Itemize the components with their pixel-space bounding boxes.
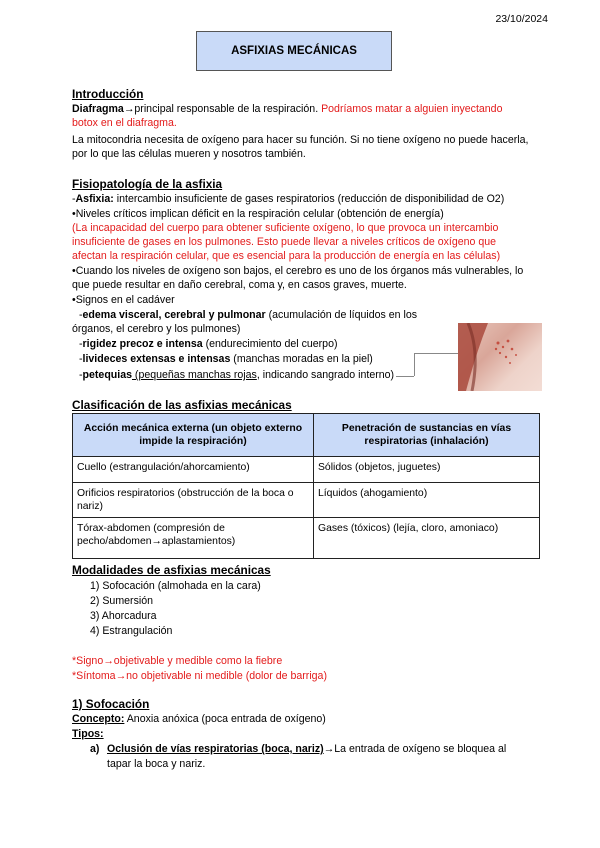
fisio-red-1: (La incapacidad del cuerpo para obtener suficiente oxígeno, lo que provoca un intercambio <box>72 222 499 234</box>
sofoc-tipos-label: Tipos: <box>72 728 104 740</box>
dash: - <box>79 369 83 381</box>
connector-line-vertical <box>414 353 415 376</box>
intro-term: Diafragma <box>72 103 124 115</box>
sofoc-heading: 1) Sofocación <box>72 697 150 711</box>
intro-note-red-cont: botox en el diafragma. <box>72 117 177 129</box>
table-cell: Tórax-abdomen (compresión de pecho/abdomen→aplastamientos) <box>73 518 314 559</box>
dash: - <box>79 353 83 365</box>
connector-line-top <box>414 353 458 354</box>
intro-heading: Introducción <box>72 87 144 101</box>
table-row <box>73 518 540 559</box>
table-header-row <box>73 414 540 457</box>
fisio-red-3: afectan la respiración celular, que es esencial para la producción de energía en las células) <box>72 250 501 262</box>
sign-edema <box>79 308 417 322</box>
sign-term: petequias <box>82 369 132 381</box>
list-item: 1) Sofocación (almohada en la cara) <box>90 580 261 592</box>
fisio-asfixia-line <box>72 192 504 206</box>
list-item: 4) Estrangulación <box>90 625 173 637</box>
list-item: 2) Sumersión <box>90 595 153 607</box>
type-desc: →La entrada de oxígeno se bloquea al <box>323 743 507 755</box>
intro-line-4: por lo que las células mueren y nosotros también. <box>72 148 306 160</box>
sign-term: livideces extensas e intensas <box>82 353 231 365</box>
dash: - <box>79 338 83 350</box>
table-cell: Gases (tóxicos) (lejía, cloro, amoniaco) <box>314 518 540 559</box>
table-header-col1: Acción mecánica externa (un objeto externo impide la respiración) <box>73 414 314 457</box>
asfixia-definition: intercambio insuficiente de gases respiratorios (reducción de disponibilidad de O2) <box>113 193 505 205</box>
sign-rigidez <box>79 337 338 351</box>
fisio-heading: Fisiopatología de la asfixia <box>72 177 223 191</box>
asfixia-term: Asfixia: <box>75 193 114 205</box>
fisio-signs-heading: •Signos en el cadáver <box>72 294 175 306</box>
intro-note-red: Podríamos matar a alguien inyectando <box>321 103 503 115</box>
connector-line <box>396 376 414 377</box>
type-term: Oclusión de vías respiratorias (boca, nariz) <box>107 743 324 755</box>
table-row <box>73 457 540 483</box>
intro-line-3: La mitocondria necesita de oxígeno para hacer su función. Si no tiene oxígeno no puede hacerla, <box>72 134 529 146</box>
dash: - <box>72 193 76 205</box>
sign-livideces <box>79 352 373 366</box>
concept-label: Concepto: <box>72 713 125 725</box>
sofoc-type-a <box>90 742 506 756</box>
petechiae-image <box>458 323 542 391</box>
table-cell: Orificios respiratorios (obstrucción de la boca o nariz) <box>73 483 314 518</box>
fisio-line-3: •Cuando los niveles de oxígeno son bajos, el cerebro es uno de los órganos más vulnerables, lo <box>72 265 524 277</box>
fisio-line-4: que puede resultar en daño cerebral, coma y, en casos graves, muerte. <box>72 279 407 291</box>
note-sintoma: *Síntoma→no objetivable ni medible (dolor de barriga) <box>72 670 327 682</box>
sign-term: rigidez precoz e intensa <box>82 338 203 350</box>
sign-desc: , indicando sangrado interno) <box>256 369 395 381</box>
table-cell: Líquidos (ahogamiento) <box>314 483 540 518</box>
sofoc-concept <box>72 712 326 726</box>
document-date: 23/10/2024 <box>495 13 548 25</box>
sign-desc: (acumulación de líquidos en los <box>265 309 418 321</box>
note-signo: *Signo→objetivable y medible como la fiebre <box>72 655 283 667</box>
type-label: a) <box>90 743 100 755</box>
sofoc-type-a-cont: tapar la boca y nariz. <box>107 758 206 770</box>
petechiae-photo <box>458 323 542 391</box>
sign-desc: (endurecimiento del cuerpo) <box>202 338 338 350</box>
intro-definition: →principal responsable de la respiración. <box>123 103 322 115</box>
fisio-red-2: insuficiente de gases en los pulmones. Esto puede llevar a niveles críticos de oxígeno que <box>72 236 497 248</box>
table-row <box>73 483 540 518</box>
sign-petequias <box>79 368 394 382</box>
table-cell: Sólidos (objetos, juguetes) <box>314 457 540 483</box>
sign-desc-underlined: (pequeñas manchas rojas <box>131 369 257 381</box>
sign-edema-cont: órganos, el cerebro y los pulmones) <box>72 323 241 335</box>
fisio-line-2: •Niveles críticos implican déficit en la respiración celular (obtención de energía) <box>72 208 444 220</box>
table-cell: Cuello (estrangulación/ahorcamiento) <box>73 457 314 483</box>
modal-heading: Modalidades de asfixias mecánicas <box>72 563 271 577</box>
dash: - <box>79 309 83 321</box>
sign-desc: (manchas moradas en la piel) <box>230 353 373 365</box>
intro-line-1 <box>72 102 502 116</box>
table-header-col2: Penetración de sustancias en vías respiratorias (inhalación) <box>314 414 540 457</box>
list-item: 3) Ahorcadura <box>90 610 157 622</box>
document-title: ASFIXIAS MECÁNICAS <box>196 31 392 71</box>
concept-text: Anoxia anóxica (poca entrada de oxígeno) <box>124 713 326 725</box>
clasif-table <box>72 413 540 559</box>
clasif-heading: Clasificación de las asfixias mecánicas <box>72 398 292 412</box>
sign-term: edema visceral, cerebral y pulmonar <box>82 309 266 321</box>
